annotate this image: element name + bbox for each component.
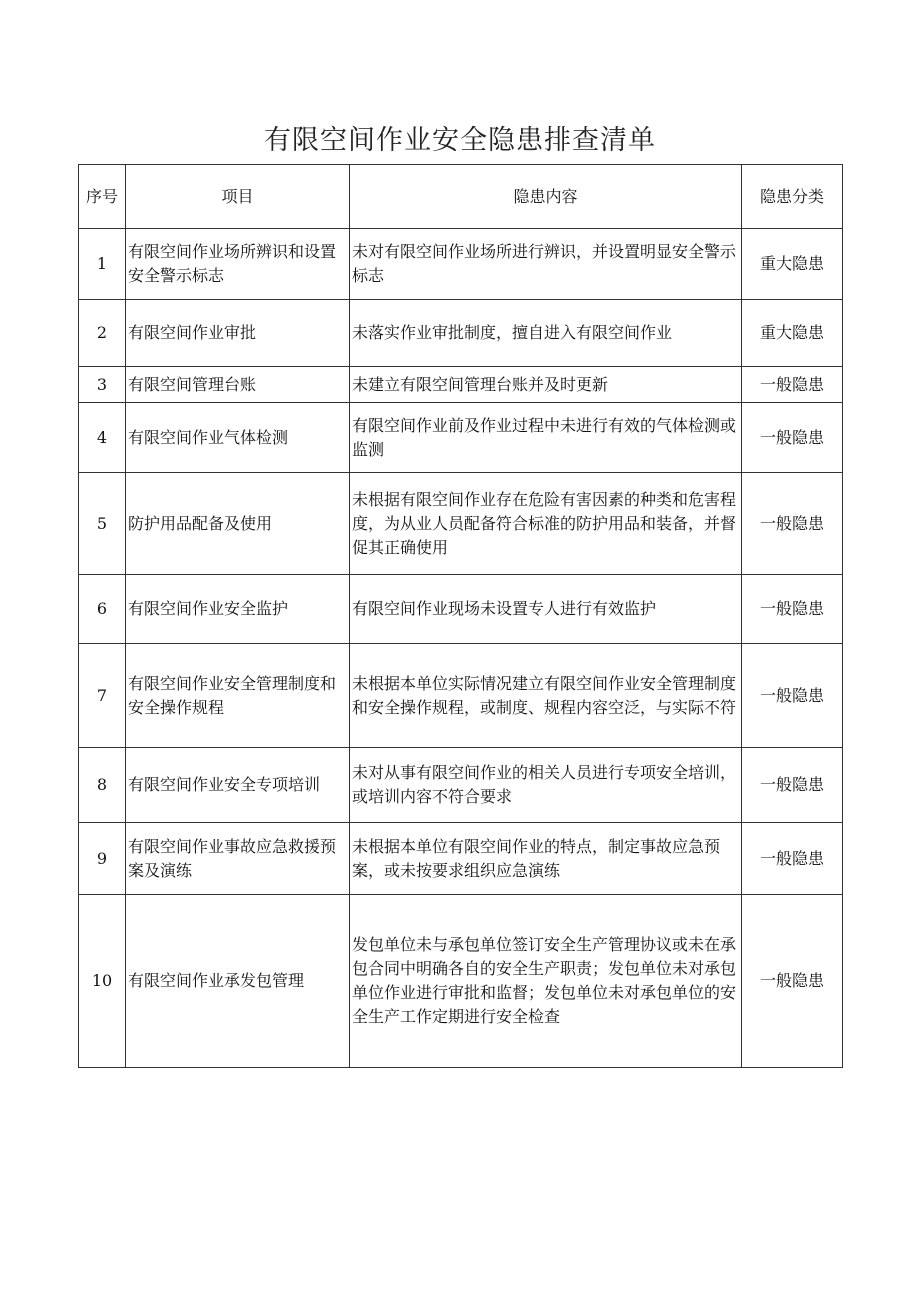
- table-row: [79, 367, 843, 403]
- row-category: 一般隐患: [742, 895, 843, 1068]
- row-item: 有限空间作业场所辨识和设置安全警示标志: [126, 229, 350, 300]
- row-category: 一般隐患: [742, 473, 843, 575]
- row-content: 未建立有限空间管理台账并及时更新: [350, 367, 742, 403]
- row-no: 2: [79, 300, 126, 367]
- row-content: 未根据本单位实际情况建立有限空间作业安全管理制度和安全操作规程，或制度、规程内容空泛，与实际不符: [350, 644, 742, 748]
- row-no: 1: [79, 229, 126, 300]
- table-row: [79, 895, 843, 1068]
- row-category: 一般隐患: [742, 403, 843, 473]
- row-content: 发包单位未与承包单位签订安全生产管理协议或未在承包合同中明确各自的安全生产职责；发包单位未对承包单位作业进行审批和监督；发包单位未对承包单位的安全生产工作定期进行安全检查: [350, 895, 742, 1068]
- row-no: 10: [79, 895, 126, 1068]
- row-no: 5: [79, 473, 126, 575]
- row-no: 3: [79, 367, 126, 403]
- table-row: [79, 300, 843, 367]
- row-content: 未对从事有限空间作业的相关人员进行专项安全培训，或培训内容不符合要求: [350, 748, 742, 823]
- row-category: 一般隐患: [742, 367, 843, 403]
- row-item: 有限空间作业气体检测: [126, 403, 350, 473]
- row-item: 有限空间作业安全管理制度和安全操作规程: [126, 644, 350, 748]
- row-category: 重大隐患: [742, 229, 843, 300]
- row-item: 有限空间作业承发包管理: [126, 895, 350, 1068]
- hazard-checklist-table: [78, 164, 843, 1068]
- row-content: 未落实作业审批制度，擅自进入有限空间作业: [350, 300, 742, 367]
- table-row: [79, 473, 843, 575]
- table-row: [79, 403, 843, 473]
- page-title: 有限空间作业安全隐患排查清单: [264, 125, 656, 156]
- row-content: 有限空间作业现场未设置专人进行有效监护: [350, 575, 742, 644]
- row-category: 一般隐患: [742, 823, 843, 895]
- header-no: 序号: [79, 165, 126, 229]
- row-item: 防护用品配备及使用: [126, 473, 350, 575]
- row-category: 一般隐患: [742, 748, 843, 823]
- row-category: 重大隐患: [742, 300, 843, 367]
- table-row: [79, 748, 843, 823]
- table-row: [79, 575, 843, 644]
- row-item: 有限空间作业安全监护: [126, 575, 350, 644]
- row-content: 未对有限空间作业场所进行辨识，并设置明显安全警示标志: [350, 229, 742, 300]
- row-content: 有限空间作业前及作业过程中未进行有效的气体检测或监测: [350, 403, 742, 473]
- table-header-row: [79, 165, 843, 229]
- row-content: 未根据本单位有限空间作业的特点，制定事故应急预案，或未按要求组织应急演练: [350, 823, 742, 895]
- row-no: 9: [79, 823, 126, 895]
- row-category: 一般隐患: [742, 575, 843, 644]
- header-item: 项目: [126, 165, 350, 229]
- table-row: [79, 823, 843, 895]
- row-category: 一般隐患: [742, 644, 843, 748]
- row-content: 未根据有限空间作业存在危险有害因素的种类和危害程度，为从业人员配备符合标准的防护用品和装备，并督促其正确使用: [350, 473, 742, 575]
- table-row: [79, 229, 843, 300]
- row-item: 有限空间作业安全专项培训: [126, 748, 350, 823]
- row-no: 6: [79, 575, 126, 644]
- table-row: [79, 644, 843, 748]
- header-content: 隐患内容: [350, 165, 742, 229]
- row-no: 4: [79, 403, 126, 473]
- row-no: 8: [79, 748, 126, 823]
- row-item: 有限空间作业事故应急救援预案及演练: [126, 823, 350, 895]
- row-item: 有限空间管理台账: [126, 367, 350, 403]
- row-no: 7: [79, 644, 126, 748]
- header-category: 隐患分类: [742, 165, 843, 229]
- row-item: 有限空间作业审批: [126, 300, 350, 367]
